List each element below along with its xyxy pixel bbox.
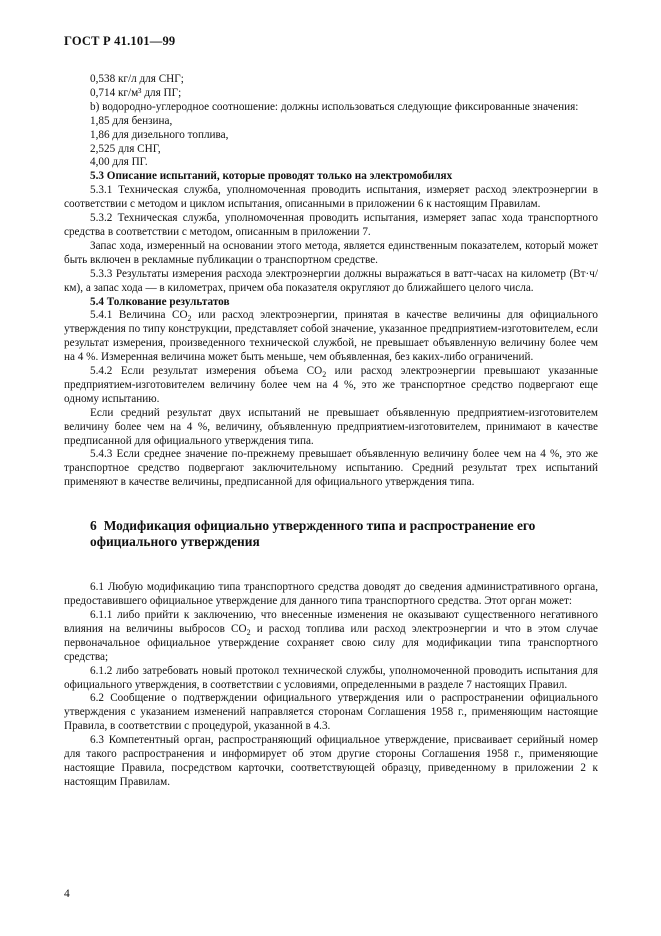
paragraph: 1,86 для дизельного топлива, xyxy=(90,128,229,141)
paragraph: 2,525 для СНГ, xyxy=(90,142,161,155)
paragraph-5-3-2-cont: Запас хода, измеренный на основании этого метода, является единственным показателем, который может быть включен в рекламные публикации о транспортном средстве. xyxy=(64,239,598,266)
section-heading-6: 6 Модификация официально утвержденного типа и распространение его официального утверждения xyxy=(90,518,536,550)
body-text xyxy=(64,73,598,790)
paragraph-6-2: 6.2 Сообщение о подтверждении официального утверждения или о распространении официального утверждения с указанием изменений направляется сторонам Соглашения 1958 г., применяющим настоящие Правила, в соответствии с процедурой, указанной в 4.3. xyxy=(64,692,598,733)
subsection-heading-5-4: 5.4 Толкование результатов xyxy=(90,295,230,308)
paragraph-5-4-2-cont: Если средний результат двух испытаний не превышает объявленную предприятием-изготовителем величину более чем на 4 %, величину, объявленную предприятием-изготовителем, принимают в качестве предписанной для официального утверждения типа. xyxy=(64,406,598,447)
document-page xyxy=(64,34,598,790)
paragraph-5-4-1: 5.4.1 Величина $CO_2$ или расход электроэнергии, принятая в качестве величины для официального утверждения по типу конструкции, представляет собой значение, указанное предприятием-изготовителем, если результат измерения, произведенного технической службой, не превышает объявленную величину более чем на 4 %. Измеренная величина может быть меньше, чем объявленная, без каких-либо ограничений. xyxy=(64,309,598,364)
paragraph-5-3-3: 5.3.3 Результаты измерения расхода электроэнергии должны выражаться в ватт-часах на километр (Вт·ч/км), а запас хода — в километрах, причем оба показателя округляют до ближайшего целого числа. xyxy=(64,267,598,294)
page-number: 4 xyxy=(64,888,70,900)
paragraph: b) водородно-углеродное соотношение: должны использоваться следующие фиксированные значения: xyxy=(90,100,579,113)
document-header: ГОСТ Р 41.101—99 xyxy=(64,34,176,48)
paragraph-6-1-2: 6.1.2 либо затребовать новый протокол технической службы, уполномоченной проводить испытания для официального утверждения, в соответствии с условиями, определенными в разделе 7 настоящих Правил. xyxy=(64,664,598,691)
paragraph-6-1-1: 6.1.1 либо прийти к заключению, что внесенные изменения не оказывают существенного негативного влияния на величины выбросов $CO_2$ и расход топлива или расход электроэнергии и что в этом случае первоначальное официальное утверждение сохраняет свою силу для модификации типа транспортного средства; xyxy=(64,609,599,663)
paragraph-6-3: 6.3 Компетентный орган, распространяющий официальное утверждение, присваивает серийный номер для такого распространения и информирует об этом другие стороны Соглашения 1958 г., применяющие настоящие Правила, посредством карточки, соответствующей образцу, приведенному в приложении 2 к настоящим Правилам. xyxy=(64,734,598,788)
subsection-heading-5-3: 5.3 Описание испытаний, которые проводят только на электромобилях xyxy=(90,170,453,183)
paragraph: 1,85 для бензина, xyxy=(90,114,173,127)
paragraph-5-4-3: 5.4.3 Если среднее значение по-прежнему превышает объявленную величину более чем на 4 %, это же транспортное средство подвергают заключительному испытанию. Средний результат трех испытаний применяют в качестве величины, предписанной для официального утверждения типа. xyxy=(64,448,598,489)
paragraph-5-3-2: 5.3.2 Техническая служба, уполномоченная проводить испытания, измеряет запас хода транспортного средства в соответствии с методом, описанным в приложении 7. xyxy=(64,212,598,238)
paragraph-6-1: 6.1 Любую модификацию типа транспортного средства доводят до сведения административного органа, предоставившего официальное утверждение для данного типа транспортного средства. Этот орган может: xyxy=(64,581,598,608)
paragraph: 0,714 кг/м³ для ПГ; xyxy=(90,86,182,99)
paragraph-5-3-1: 5.3.1 Техническая служба, уполномоченная проводить испытания, измеряет расход электроэнергии в соответствии с методом и циклом испытания, описанными в приложении 6 к настоящим Правилам. xyxy=(64,184,598,211)
paragraph: 4,00 для ПГ. xyxy=(90,156,148,169)
paragraph: 0,538 кг/л для СНГ; xyxy=(90,73,184,85)
paragraph-5-4-2: 5.4.2 Если результат измерения объема $CO_2$ или расход электроэнергии превышают указанные предприятием-изготовителем величину более чем на 4 %, это же транспортное средство подвергают еще одному испытанию. xyxy=(64,365,598,405)
